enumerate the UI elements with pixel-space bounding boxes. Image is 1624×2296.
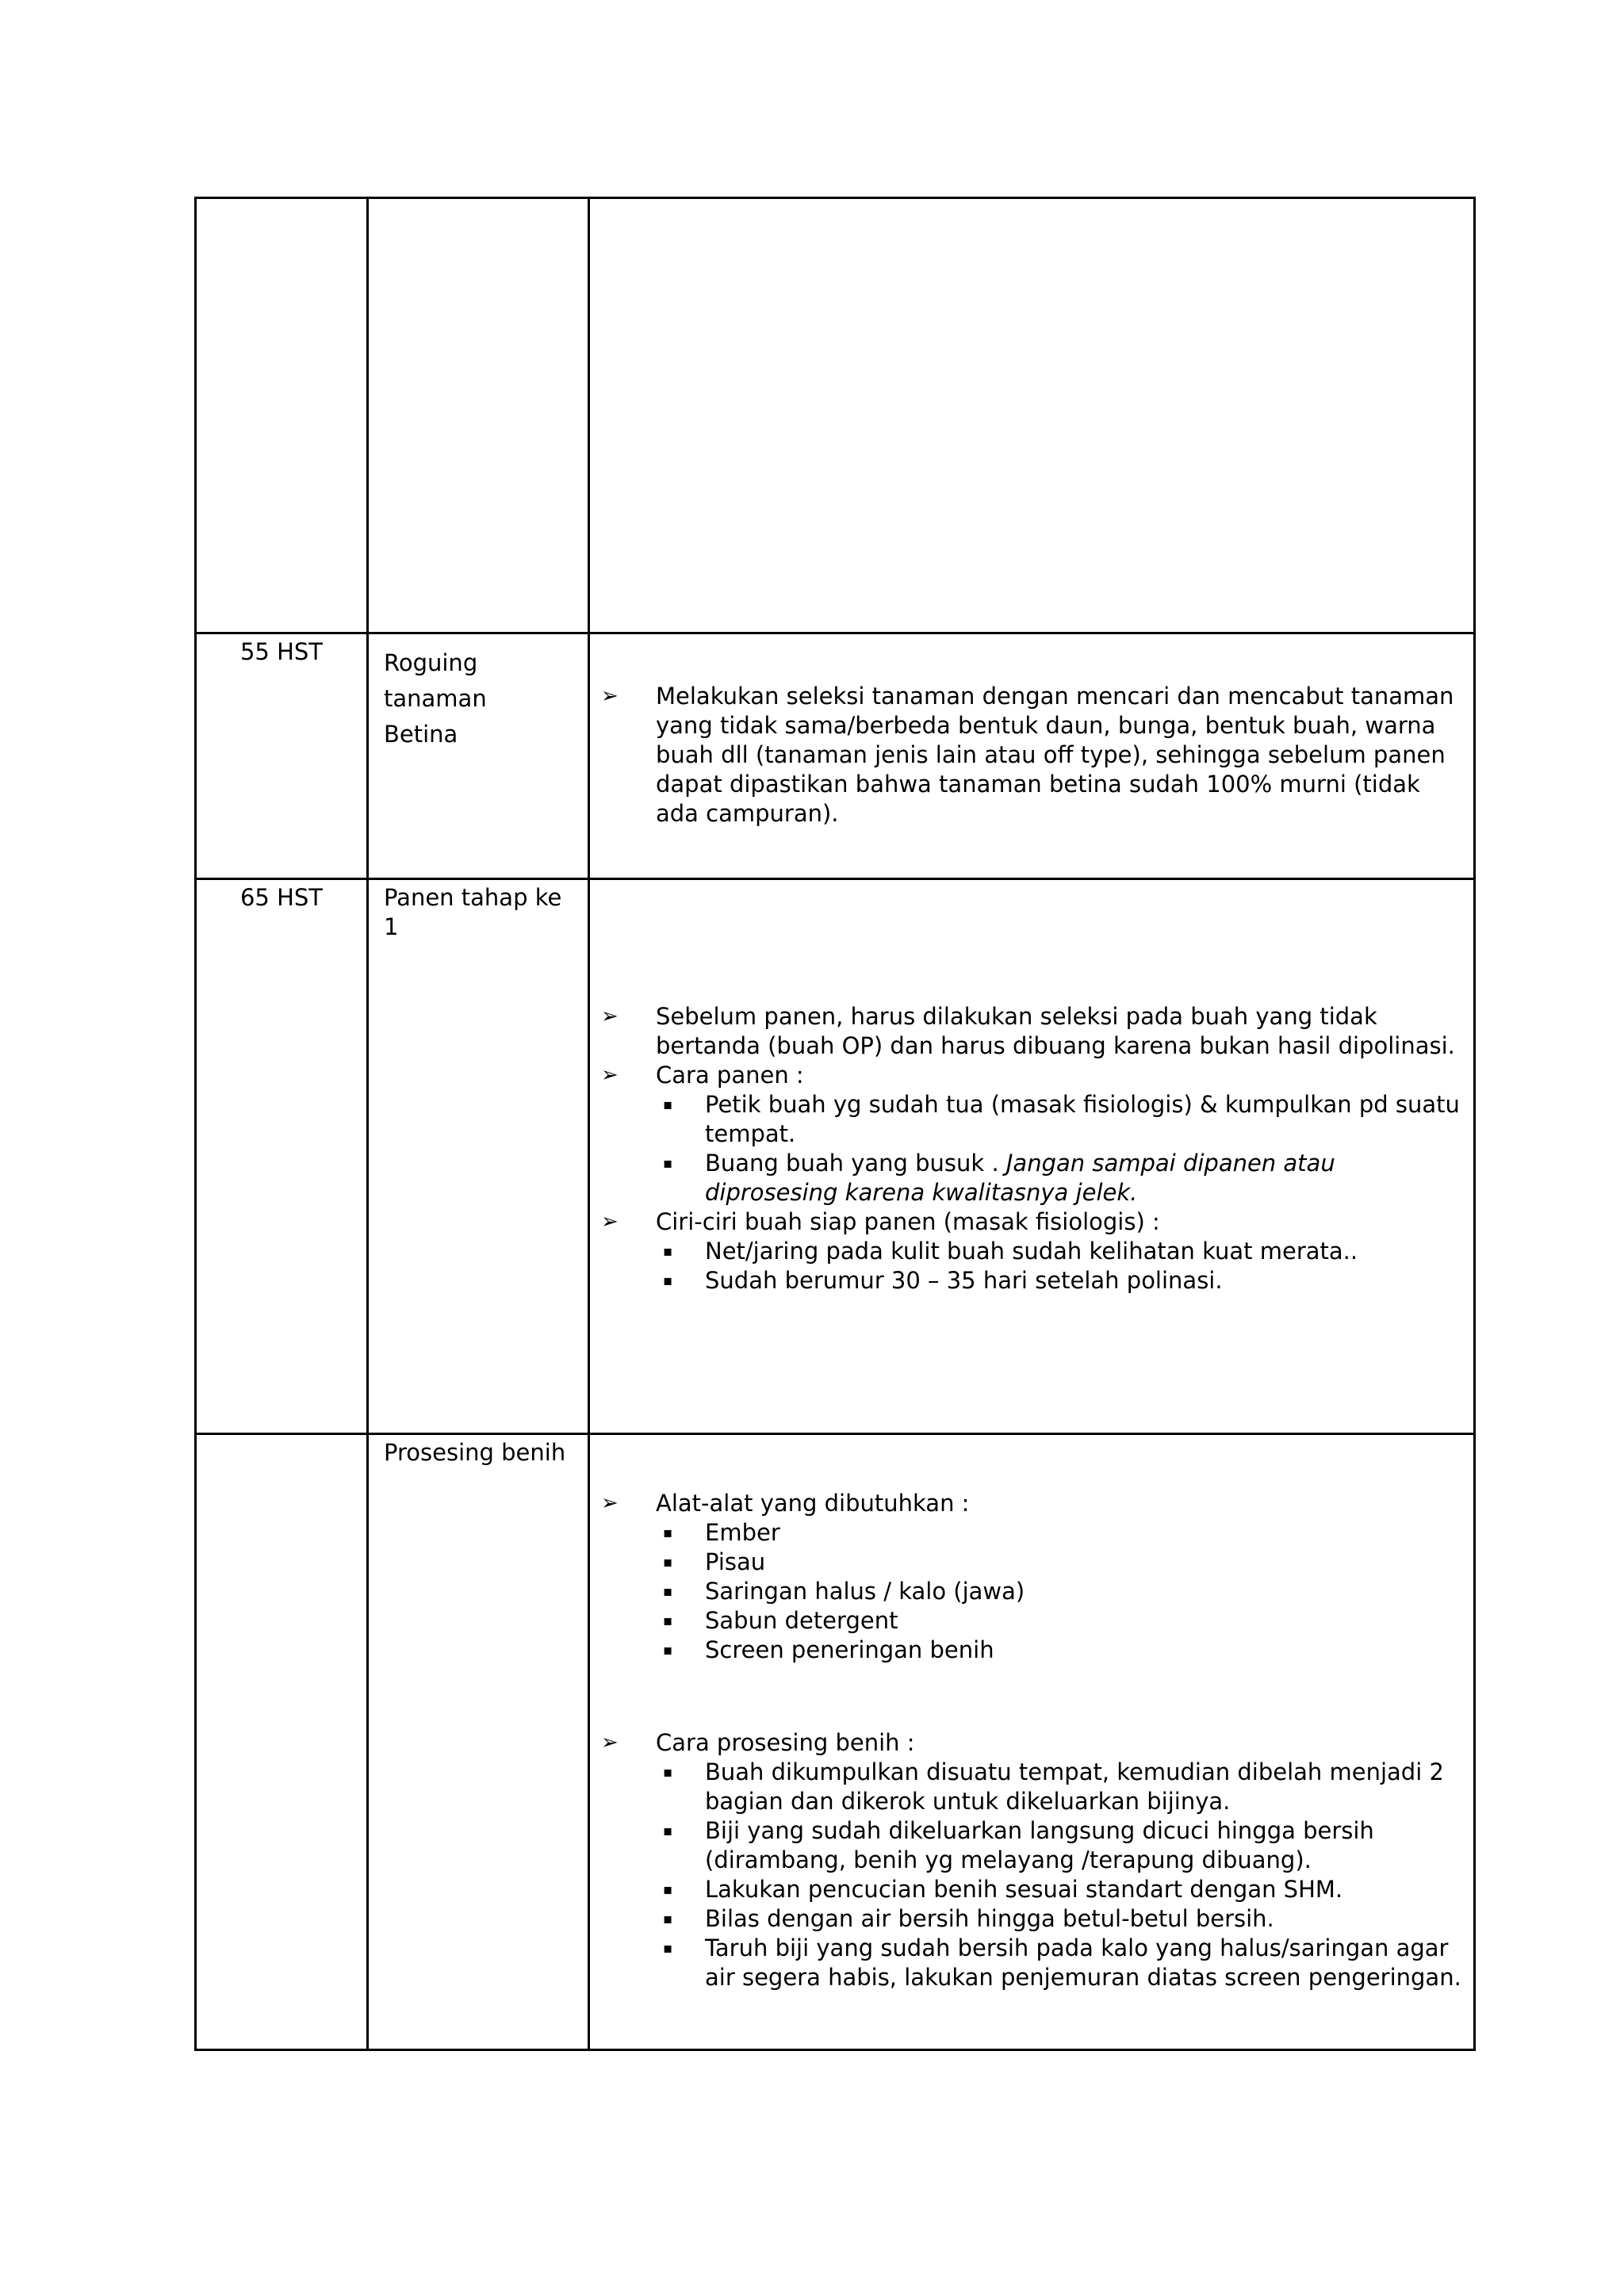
activity-cell: Prosesing benih [368, 1434, 589, 2050]
day-cell [196, 1434, 368, 2050]
square-bullet-icon: ▪ [663, 1823, 673, 1839]
sub-list-item [590, 1266, 1465, 1295]
arrow-bullet-icon: ➢ [601, 684, 619, 708]
sub-bullet-text: Petik buah yg sudah tua (masak fisiologis) & kumpulkan pd suatu tempat. [705, 1091, 1460, 1147]
table-row [196, 1434, 1475, 2050]
square-bullet-icon: ▪ [663, 1096, 673, 1113]
square-bullet-icon: ▪ [663, 1940, 673, 1957]
square-bullet-icon: ▪ [663, 1243, 673, 1260]
sub-bullet-text: Bilas dengan air bersih hingga betul-betul bersih. [705, 1905, 1274, 1932]
table-row [196, 879, 1475, 1434]
schedule-table [194, 197, 1476, 2051]
sub-bullet-text: Biji yang sudah dikeluarkan langsung dicuci hingga bersih (dirambang, benih yg melayang /terapung dibuang). [705, 1817, 1374, 1873]
sub-bullet-text: Taruh biji yang sudah bersih pada kalo yang halus/saringan agar air segera habis, lakukan penjemuran diatas screen pengeringan. [705, 1934, 1461, 1991]
square-bullet-icon: ▪ [663, 1155, 673, 1172]
day-cell: 55 HST [196, 633, 368, 879]
sub-bullet-text: Net/jaring pada kulit buah sudah kelihatan kuat merata.. [705, 1238, 1358, 1265]
sub-list-item [590, 1606, 1465, 1636]
arrow-bullet-icon: ➢ [601, 1491, 619, 1515]
table-row [196, 633, 1475, 879]
list-item [590, 1728, 1465, 1758]
description-cell [589, 1434, 1475, 2050]
bullet-text: Melakukan seleksi tanaman dengan mencari dan mencabut tanaman yang tidak sama/berbeda bentuk daun, bunga, bentuk buah, warna buah dll (tanaman jenis lain atau off type), sehingga sebelum panen dapat dipastikan bahwa tanaman betina sudah 100% murni (tidak ada campuran). [656, 683, 1454, 827]
bullet-text: Cara panen : [656, 1062, 804, 1089]
bullet-text: Alat-alat yang dibutuhkan : [656, 1490, 970, 1517]
day-cell [196, 198, 368, 633]
sub-bullet-text: Saringan halus / kalo (jawa) [705, 1578, 1025, 1605]
sub-bullet-text: Buah dikumpulkan disuatu tempat, kemudian dibelah menjadi 2 bagian dan dikerok untuk dikeluarkan bijinya. [705, 1758, 1444, 1815]
description-cell [589, 198, 1475, 633]
sub-bullet-text: Sabun detergent [705, 1607, 898, 1634]
bullet-text: Cara prosesing benih : [656, 1729, 915, 1756]
square-bullet-icon: ▪ [663, 1642, 673, 1659]
square-bullet-icon: ▪ [663, 1764, 673, 1781]
square-bullet-icon: ▪ [663, 1613, 673, 1629]
list-item [590, 682, 1465, 828]
sub-list-item [590, 1636, 1465, 1665]
sub-list-item [590, 1577, 1465, 1606]
sub-bullet-text [705, 1149, 1465, 1207]
sub-list-item [590, 1758, 1465, 1816]
list-item [590, 1061, 1465, 1090]
arrow-bullet-icon: ➢ [601, 1004, 619, 1028]
list-item [590, 1207, 1465, 1237]
sub-list-item [590, 1149, 1465, 1207]
arrow-bullet-icon: ➢ [601, 1210, 619, 1234]
square-bullet-icon: ▪ [663, 1881, 673, 1898]
square-bullet-icon: ▪ [663, 1272, 673, 1289]
sub-bullet-text: Lakukan pencucian benih sesuai standart dengan SHM. [705, 1876, 1343, 1903]
bullet-text: Ciri-ciri buah siap panen (masak fisiologis) : [656, 1208, 1160, 1235]
sub-list-item [590, 1875, 1465, 1904]
activity-cell [368, 198, 589, 633]
sub-bullet-text-plain: Buang buah yang busuk . [705, 1150, 1006, 1177]
activity-line: Betina [384, 721, 458, 748]
sub-list-item [590, 1518, 1465, 1548]
sub-list-item [590, 1090, 1465, 1149]
sub-list-item [590, 1816, 1465, 1875]
sub-bullet-text: Screen peneringan benih [705, 1636, 994, 1663]
sub-list-item [590, 1934, 1465, 1992]
sub-bullet-text: Pisau [705, 1548, 766, 1575]
sub-list-item [590, 1904, 1465, 1934]
day-cell: 65 HST [196, 879, 368, 1434]
square-bullet-icon: ▪ [663, 1554, 673, 1571]
sub-bullet-text-italic: Jangan sampai dipanen atau diprosesing karena kwalitasnya jelek. [705, 1150, 1335, 1206]
list-item [590, 1002, 1465, 1061]
square-bullet-icon: ▪ [663, 1525, 673, 1541]
table-row [196, 198, 1475, 633]
activity-cell: Panen tahap ke 1 [368, 879, 589, 1434]
sub-bullet-text: Ember [705, 1519, 780, 1546]
arrow-bullet-icon: ➢ [601, 1063, 619, 1087]
list-item [590, 1489, 1465, 1518]
arrow-bullet-icon: ➢ [601, 1731, 619, 1755]
square-bullet-icon: ▪ [663, 1583, 673, 1600]
sub-list-item [590, 1548, 1465, 1577]
bullet-text: Sebelum panen, harus dilakukan seleksi pada buah yang tidak bertanda (buah OP) dan harus dibuang karena bukan hasil dipolinasi. [656, 1003, 1455, 1059]
description-cell [589, 633, 1475, 879]
square-bullet-icon: ▪ [663, 1911, 673, 1927]
sub-bullet-text: Sudah berumur 30 – 35 hari setelah polinasi. [705, 1267, 1223, 1294]
description-cell [589, 879, 1475, 1434]
sub-list-item [590, 1237, 1465, 1266]
activity-line: Roguing tanaman [384, 649, 487, 712]
activity-cell [368, 633, 589, 879]
